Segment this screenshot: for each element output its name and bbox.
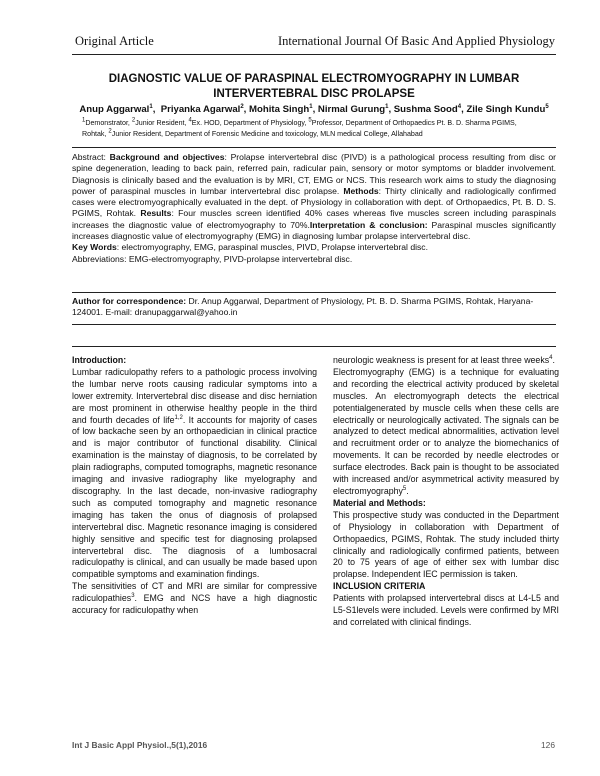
author: Priyanka Agarwal xyxy=(160,104,241,115)
affiliations: $^1$Demonstrator, $^2$Junior Resident, $^4$Ex. HOD, Department of Physiology, $^5$Professor, Department of Orthopaedics Pt. B. D. Sharma PGIMS, Rohtak, $^2$Junior Resident, Department of Forensic Medicine and toxicology, MLN medical College, Allahabad xyxy=(82,117,517,138)
article-type: Original Article xyxy=(75,34,154,48)
intro-paragraph: Lumbar radiculopathy refers to a pathologic process involving the lumbar nerve roots causing radicular symptoms into a lower extremity. Intervertebral disc disease and disc herniation are most prominent in otherwise healthy people in the third and fourth decades of life$^{1,2}$. It accounts for majority of cases of low backache seen by an orthopaedician in clinical practice and is major contributor of functional disability. Clinical examination is the mainstay of diagnosis, to be correlated by plain radiographs, computed tomographs, magnetic resonance imaging and invasive radiography like myelography and discography. In the last decade, non-invasive radiography such as computed tomography and magnetic resonance imaging has taken the onus of diagnosis of prolapsed intervertebral disc. Magnetic resonance imaging is considered highly sensitive and specific test for diagnosing prolapsed intervertebral disc. The diagnosis of a lumbosacral radiculopathy is clinical, and can usually be made based upon compatible symptoms and examination findings. xyxy=(72,366,317,580)
keywords: Key Words: electromyography, EMG, paraspinal muscles, PIVD, Prolapse intervertebral disc. xyxy=(72,242,428,253)
intro-heading: Introduction: xyxy=(72,355,127,365)
running-header xyxy=(75,34,555,52)
paragraph: Patients with prolapsed intervertebral discs at L4-L5 and L5-S1levels were included. Levels were confirmed by MRI and correlated with clinical findings. xyxy=(333,593,559,627)
citation: Int J Basic Appl Physiol.,5(1),2016 xyxy=(72,740,208,750)
paragraph: This prospective study was conducted in the Department of Physiology in collaboration with Department of Orthopaedics, PGIMS, Rohtak. The study included thirty clinically and radiologically confirmed patients, between 20 to 75 years of age of either sex with lumbar disc prolapse. Independent IEC permission is taken. xyxy=(333,509,559,580)
correspondence: Author for correspondence: Dr. Anup Aggarwal, Department of Physiology, Pt. B. D. Sharma PGIMS, Rohtak, Haryana- 124001. E-mail: dranupaggarwal@yahoo.in xyxy=(72,296,534,318)
corr-rule-1 xyxy=(72,324,556,325)
abstract-top-rule xyxy=(72,147,556,148)
materials-heading: Material and Methods: xyxy=(333,497,426,508)
author-list: Anup Aggarwal$^1$, Priyanka Agarwal$^2$, Mohita Singh$^1$, Nirmal Gurung$^1$, Sushma Sood$^4$, Zile Singh Kundu$^5$ xyxy=(79,103,549,115)
abstract: Abstract: Background and objectives: Prolapse intervertebral disc (PIVD) is a pathological process resulting from disc or spine degeneration, leading to back pain, referred pain, radicular pain, sensory or motor symptoms or bladder involvement. Diagnosis is clinically based and the evaluation is by MRI, CT, EMG or NCS. This research work aims to study the diagnosing power of paraspinal muscles in lumbar intervertebral disc prolapse. Methods: Thirty clinically and radiologically confirmed cases were electromyographically evaluated in the dept. of Physiology in collaboration with dept. of Orthopaedics, Pt. B. D. S. PGIMS, Rohtak. Results: Four muscles screen identified 40% cases whereas five muscles screen including paraspinals increases the diagnostic value of electromyography to 70%.Interpretation & conclusion: Paraspinal muscles significantly increases diagnostic value of electromyography (EMG) in diagnosing lumbar prolapse intervertebral disc. Key Words: electromyography, EMG, paraspinal muscles, PIVD, Prolapse intervertebral disc. Abbreviations: EMG-electromyography, PIVD-prolapse intervertebral disc. xyxy=(72,152,557,264)
paragraph: Electromyography (EMG) is a technique for evaluating and recording the electrical activity produced by skeletal muscles. An electromyograph detects the electrical potentialgenerated by muscle cells when these cells are electrically or neurologically activated. The signals can be analyzed to detect medical abnormalities, activation level and recruitment order or to analyze the biomechanics of movements. It can be recorded by needle electrodes or surface electrodes. Back pain is thought to be associated with increased and/or asymmetrical activity measured by electromyography$^5$. xyxy=(333,366,559,496)
inclusion-heading: INCLUSION CRITERIA xyxy=(333,581,426,592)
author: Anup Aggarwal xyxy=(79,104,150,115)
author: Mohita Singh xyxy=(249,104,310,115)
paper-title: DIAGNOSTIC VALUE OF PARASPINAL ELECTROMYOGRAPHY IN LUMBAR INTERVERTEBRAL DISC PROLAPSE xyxy=(108,73,520,100)
journal-name: International Journal Of Basic And Applied Physiology xyxy=(277,34,555,48)
paragraph: neurologic weakness is present for at least three weeks$^4$. xyxy=(333,355,555,365)
author: Nirmal Gurung xyxy=(317,104,386,115)
page-number: 126 xyxy=(541,740,555,750)
right-column xyxy=(333,355,559,629)
header-rule xyxy=(72,54,556,55)
author: Sushma Sood xyxy=(393,104,458,115)
left-column xyxy=(72,355,317,617)
corr-rule-2 xyxy=(72,346,556,347)
paragraph: The sensitivities of CT and MRI are similar for compressive radiculopathies$^3$. EMG and NCS have a high diagnostic accuracy for radiculopathy when xyxy=(72,581,317,616)
abbreviations: Abbreviations: EMG-electromyography, PIVD-prolapse intervertebral disc. xyxy=(72,253,353,264)
abstract-bottom-rule xyxy=(72,292,556,293)
author: Zile Singh Kundu xyxy=(466,104,546,115)
